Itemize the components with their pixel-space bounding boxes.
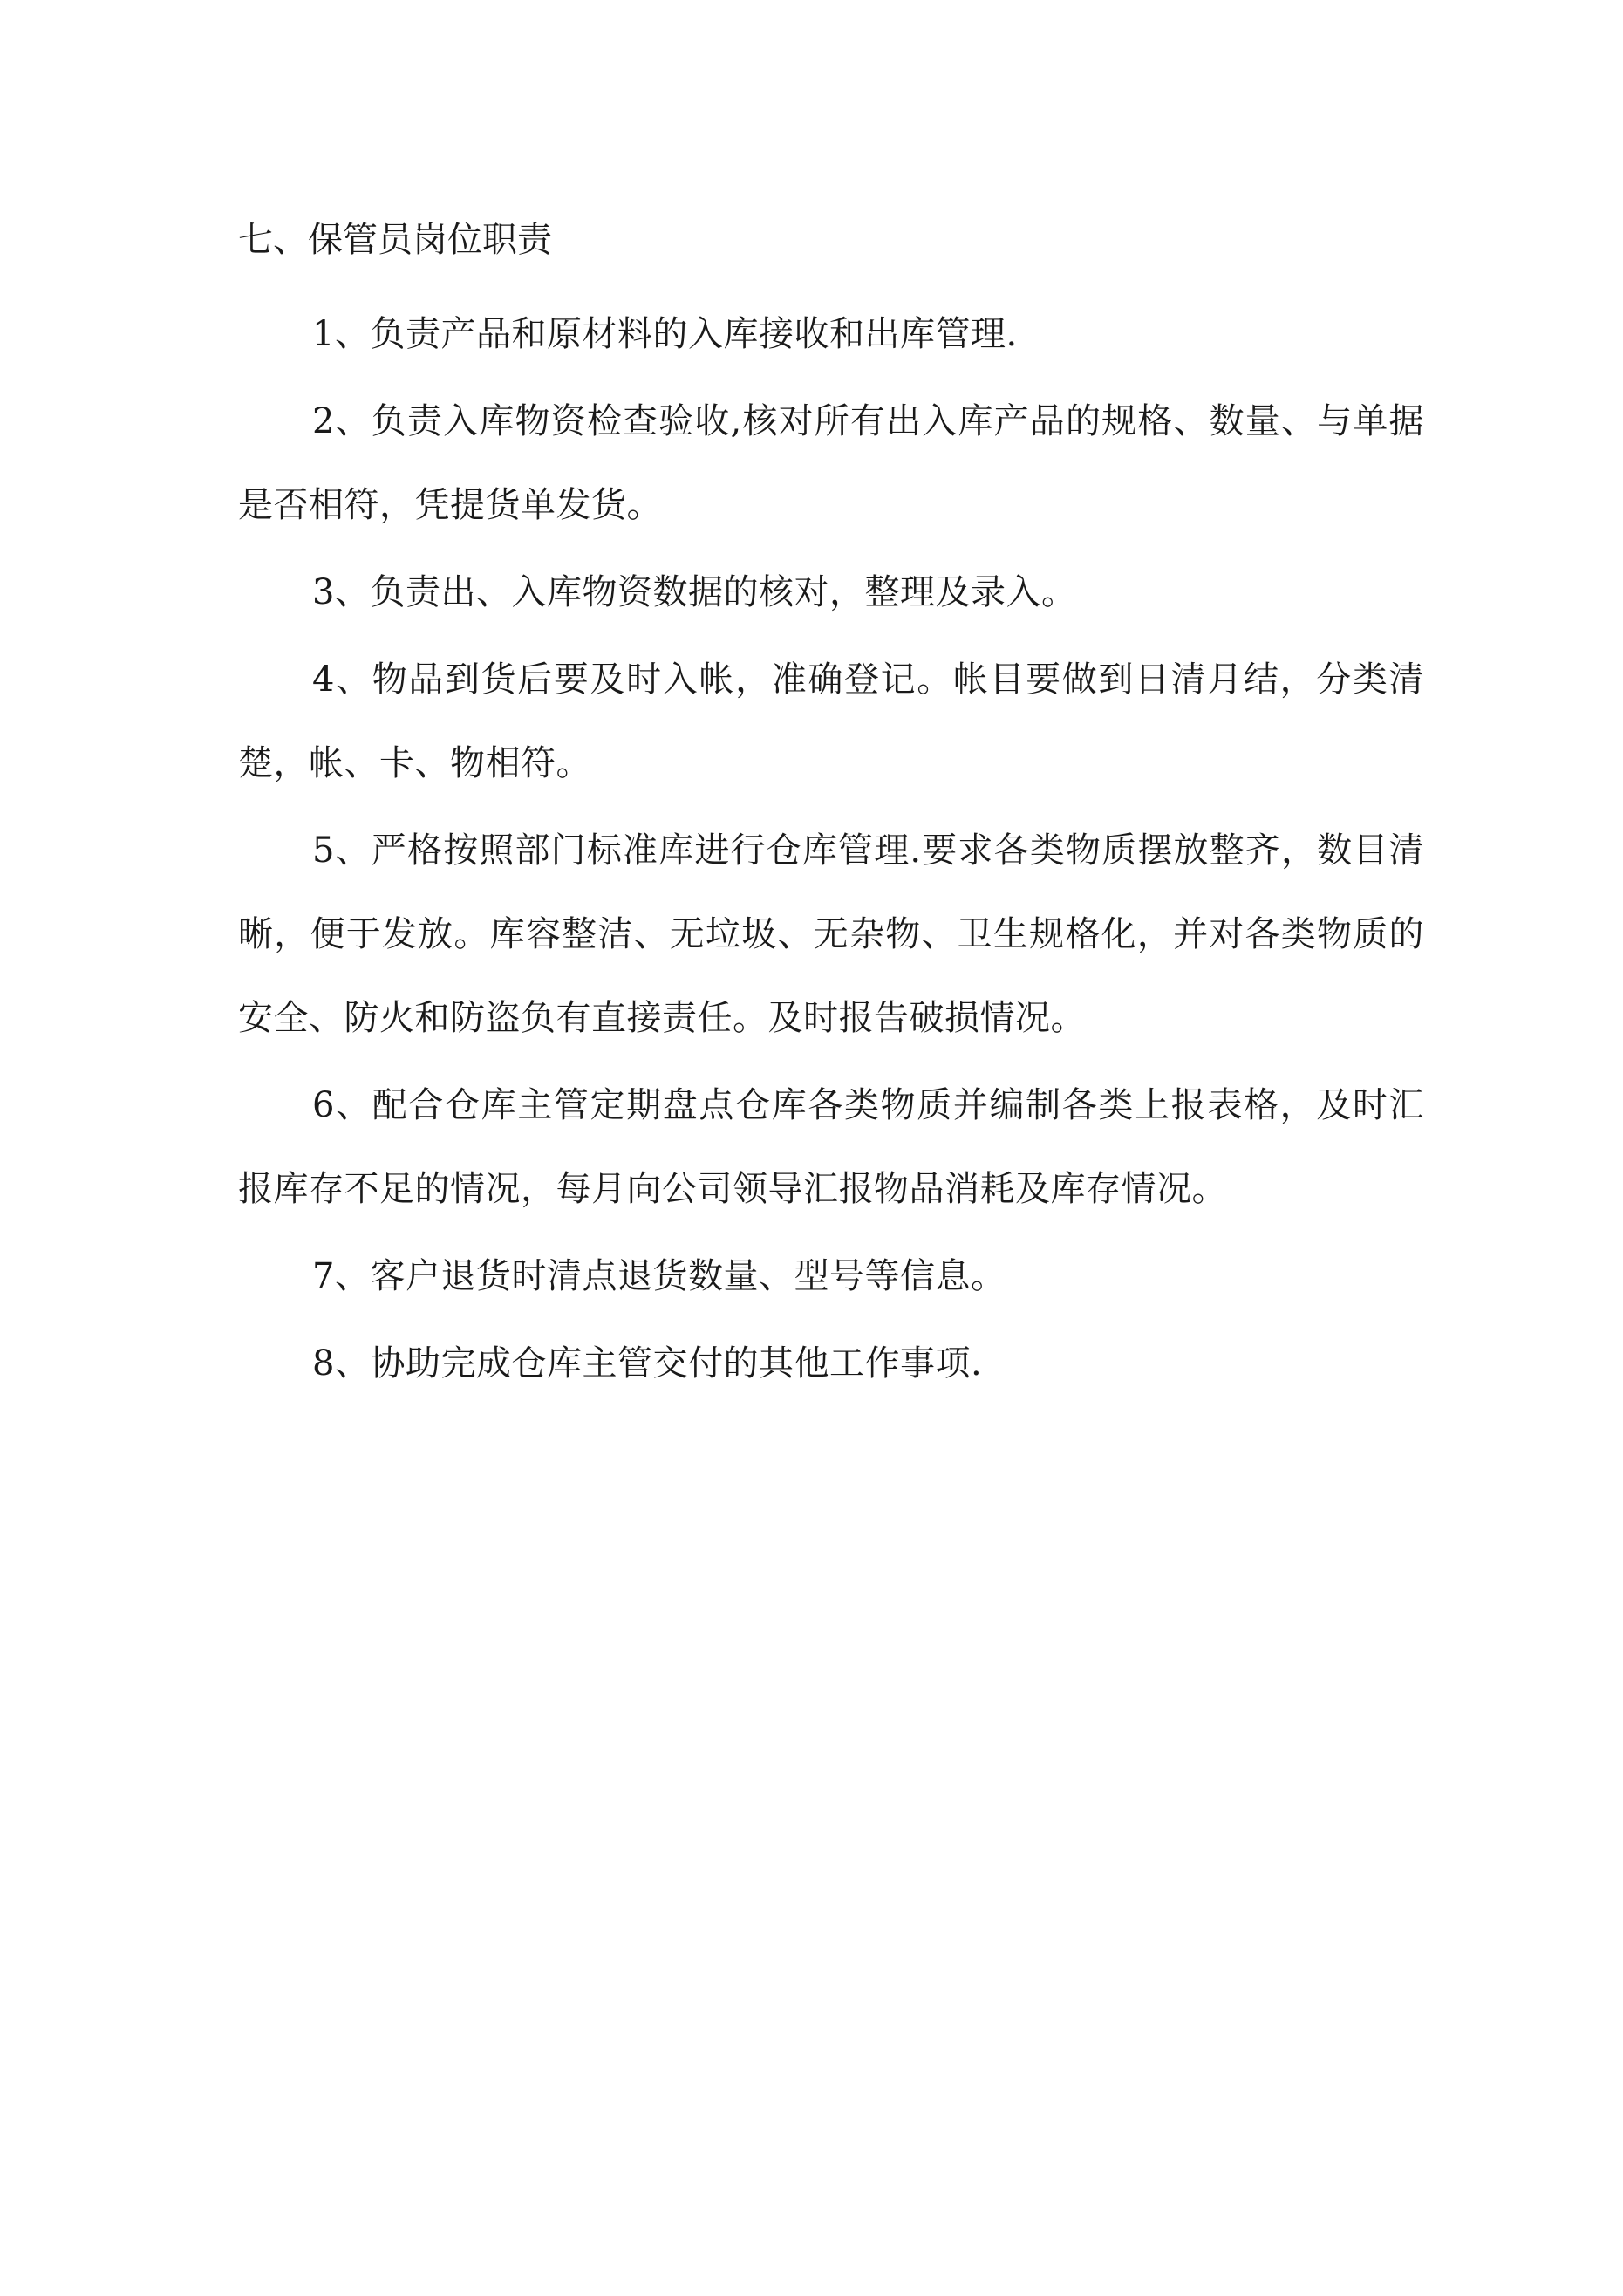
document-body [238, 205, 1424, 1405]
duty-item-6: 6、配合仓库主管定期盘点仓库各类物质并编制各类上报表格，及时汇报库存不足的情况，每月向公司领导汇报物品消耗及库存情况。 [238, 1085, 1424, 1209]
duty-item-7: 7、客户退货时清点退货数量、型号等信息。 [312, 1256, 1006, 1296]
duty-item-8: 8、协助完成仓库主管交付的其他工作事项. [312, 1343, 983, 1384]
duty-item-5: 5、严格按照部门标准库进行仓库管理.要求各类物质摆放整齐，数目清晰，便于发放。库容整洁、无垃圾、无杂物、卫生规格化，并对各类物质的安全、防火和防盗负有直接责任。及时报告破损情况。 [238, 830, 1424, 1038]
duty-item-3: 3、负责出、入库物资数据的核对，整理及录入。 [312, 572, 1077, 612]
duty-item-1: 1、负责产品和原材料的入库接收和出库管理. [312, 314, 1018, 354]
section-title: 七、保管员岗位职责 [238, 220, 552, 260]
duty-item-2: 2、负责入库物资检查验收,核对所有出入库产品的规格、数量、与单据是否相符，凭提货单发货。 [238, 401, 1424, 525]
duty-item-4: 4、物品到货后要及时入帐，准确登记。帐目要做到日清月结，分类清楚，帐、卡、物相符。 [238, 659, 1424, 783]
